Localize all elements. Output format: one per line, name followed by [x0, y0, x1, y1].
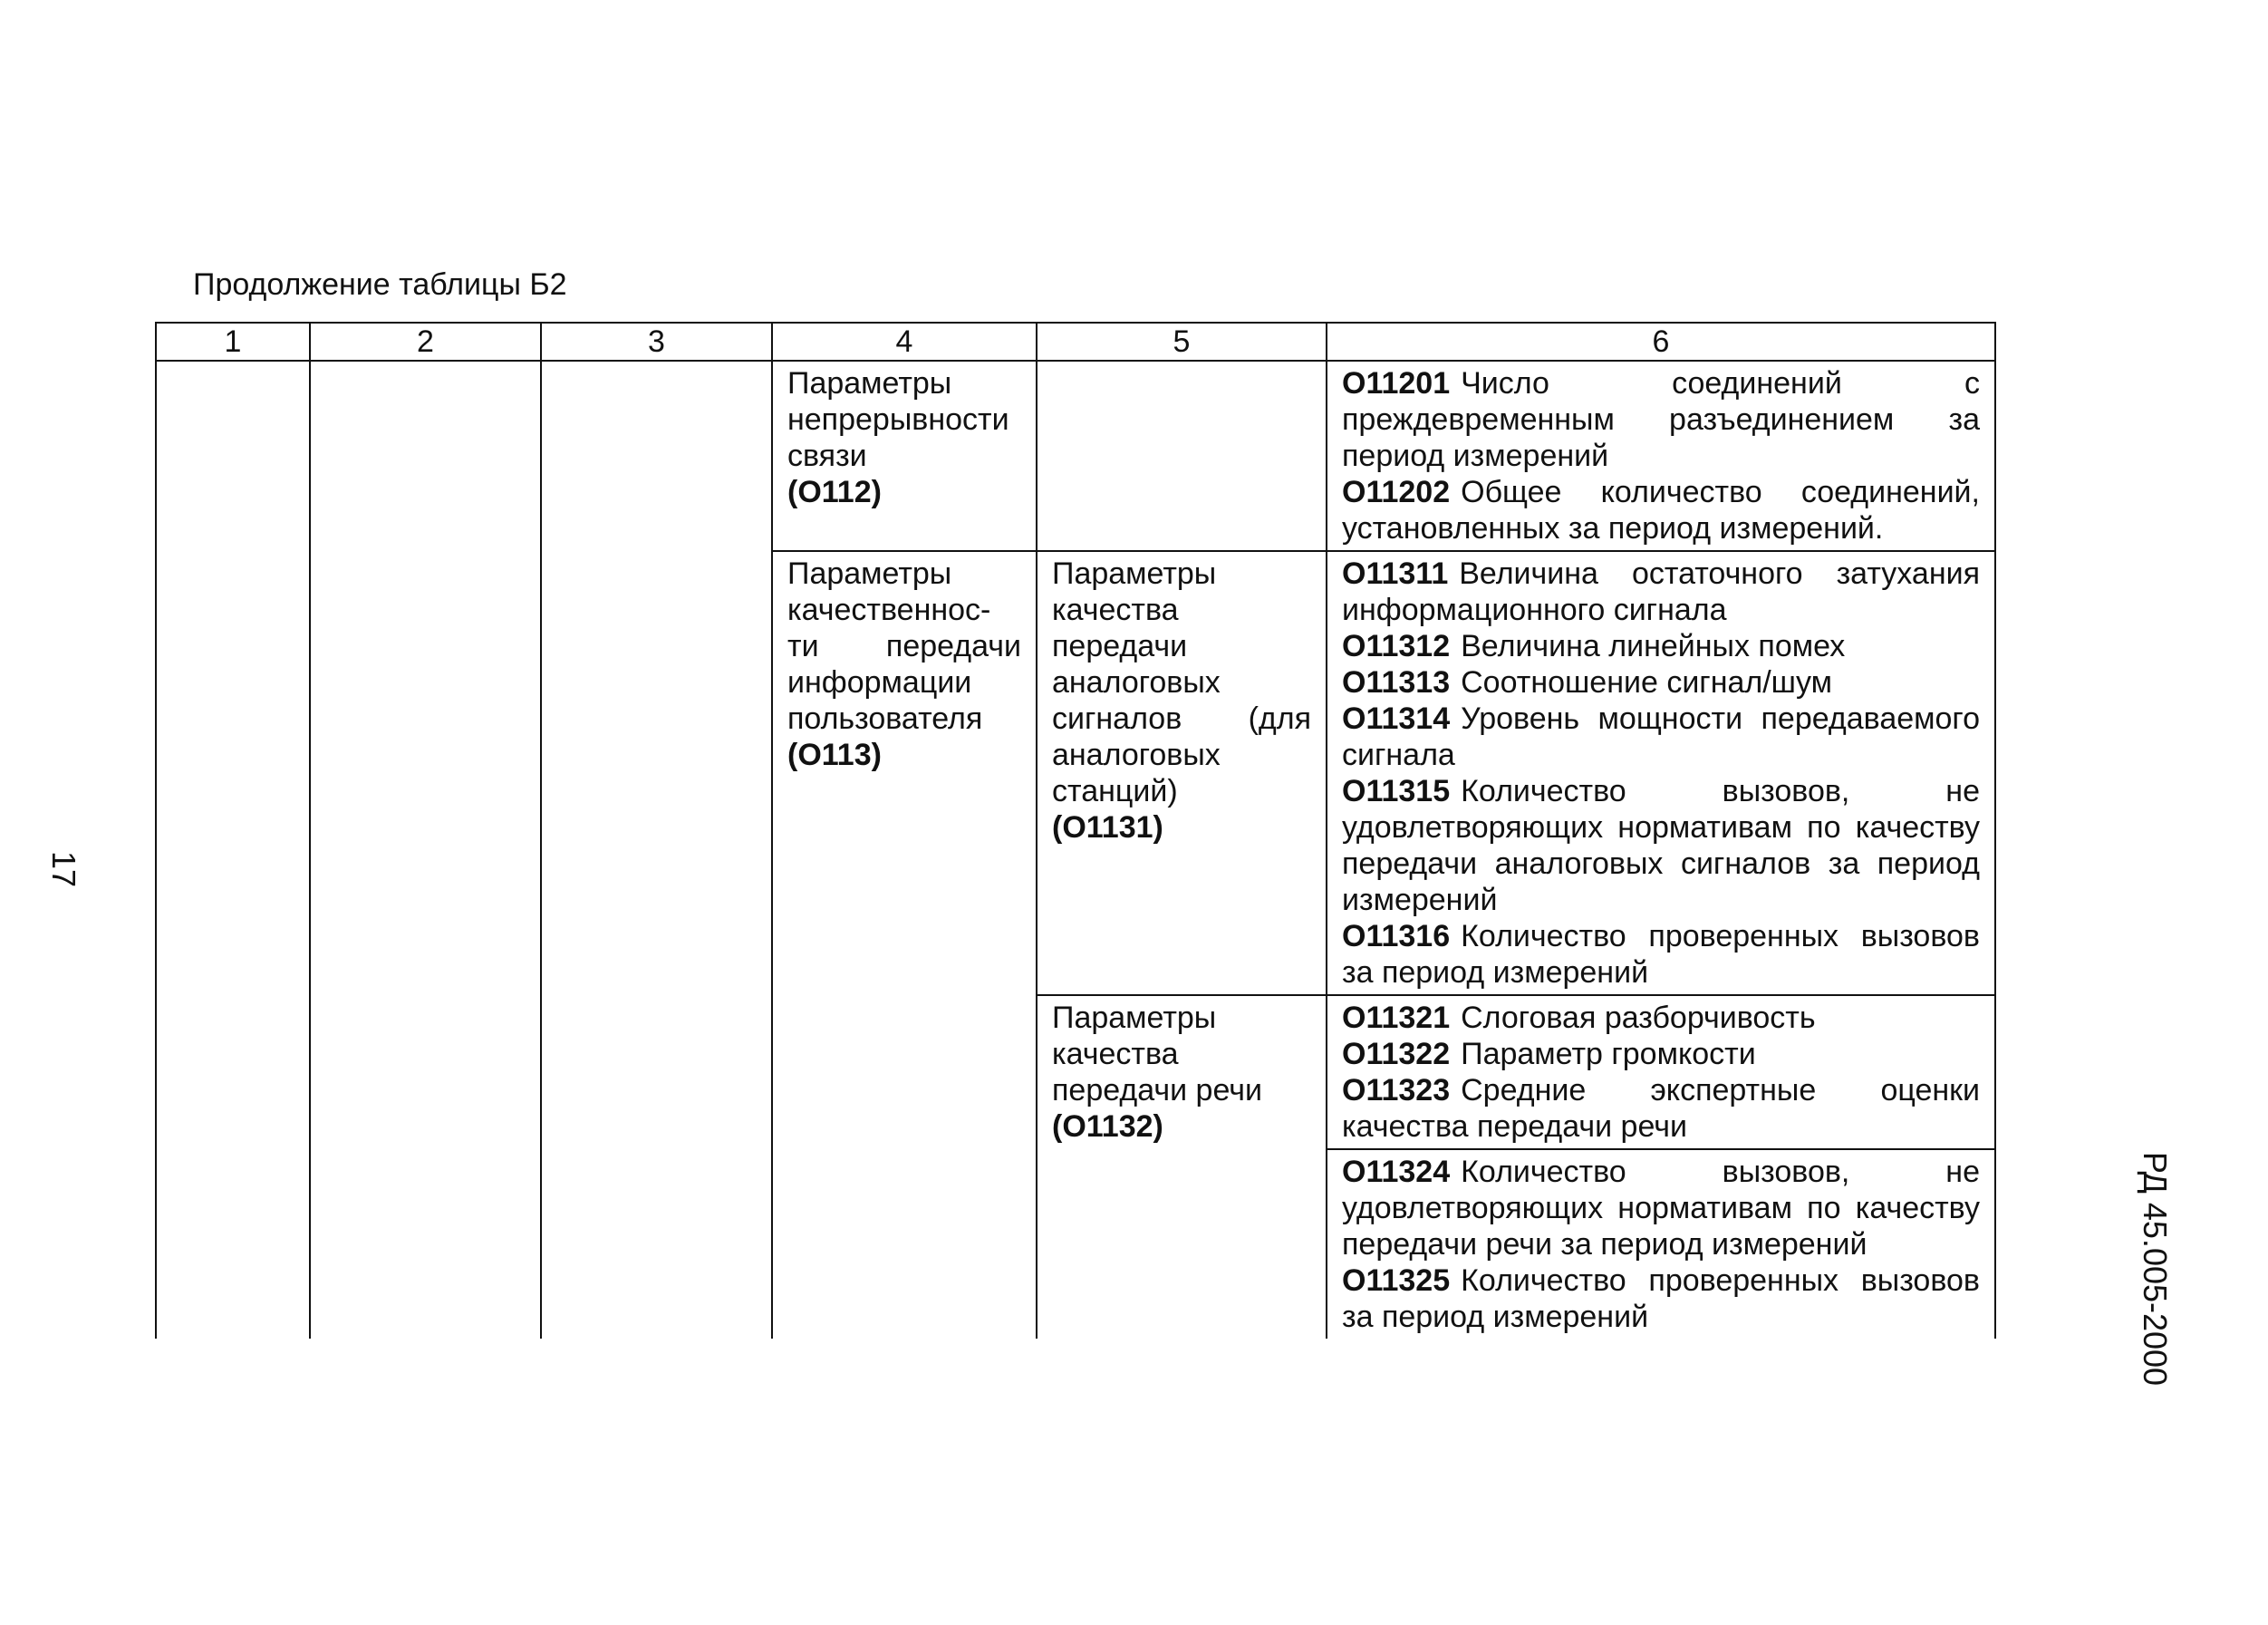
parameter-code: О11315: [1342, 774, 1451, 808]
parameter-text: Величина линейных помех: [1461, 629, 1846, 663]
table-row: [156, 361, 1995, 551]
parameter-code: О11324: [1342, 1155, 1451, 1189]
table-cell: [1327, 995, 1995, 1149]
subgroup-label: Параметры качества передачи аналоговых сигналов (для аналоговых станций): [1052, 556, 1311, 808]
parameter-code: О11202: [1342, 475, 1451, 509]
parameter-code: О11321: [1342, 1001, 1451, 1035]
parameter-code: О11316: [1342, 919, 1451, 953]
parameter-text: Общее количество соединений, установленных за период измерений.: [1342, 475, 1980, 546]
table-caption: Продолжение таблицы Б2: [193, 267, 567, 302]
group-label: Параметры непрерывности связи: [787, 366, 1009, 473]
parameters-table: [155, 322, 1996, 1339]
parameter-text: Величина остаточного затухания информационного сигнала: [1342, 556, 1980, 627]
parameter-entry: [1342, 773, 1980, 918]
group-code: (О112): [787, 475, 882, 509]
column-header: 5: [1037, 323, 1327, 361]
parameter-text: Количество проверенных вызовов за период измерений: [1342, 1263, 1980, 1334]
table-cell: [772, 361, 1037, 551]
parameter-text: Средние экспертные оценки качества передачи речи: [1342, 1073, 1980, 1144]
parameter-text: Уровень мощности передаваемого сигнала: [1342, 701, 1980, 772]
group-code: (О113): [787, 738, 882, 772]
parameter-code: О11322: [1342, 1037, 1451, 1071]
group-label: Параметры качественнос-ти передачи информации пользователя: [787, 556, 1021, 736]
parameter-text: Соотношение сигнал/шум: [1461, 665, 1832, 700]
parameter-entry: [1342, 918, 1980, 991]
table-cell: [156, 361, 310, 1339]
parameter-entry: [1342, 474, 1980, 547]
parameter-entry: [1342, 556, 1980, 628]
parameter-code: О11313: [1342, 665, 1451, 700]
parameter-entry: [1342, 1000, 1980, 1036]
parameter-text: Количество проверенных вызовов за период измерений: [1342, 919, 1980, 990]
parameter-entry: [1342, 1072, 1980, 1145]
column-header: 1: [156, 323, 310, 361]
page-number: 17: [45, 850, 82, 888]
parameter-text: Слоговая разборчивость: [1461, 1001, 1816, 1035]
table-cell: [1327, 361, 1995, 551]
parameter-entry: [1342, 1154, 1980, 1262]
column-header: 3: [541, 323, 772, 361]
parameter-code: О11314: [1342, 701, 1451, 736]
parameter-code: О11323: [1342, 1073, 1451, 1108]
table-cell: [772, 551, 1037, 1339]
parameter-code: О11201: [1342, 366, 1451, 401]
parameter-entry: [1342, 701, 1980, 773]
table-cell: [1037, 995, 1327, 1339]
parameter-entry: [1342, 365, 1980, 474]
document-code: РД 45.005-2000: [2137, 1151, 2174, 1387]
parameter-entry: [1342, 664, 1980, 701]
parameter-entry: [1342, 1262, 1980, 1335]
column-header: 6: [1327, 323, 1995, 361]
subgroup-code: (О1131): [1052, 810, 1163, 845]
parameter-code: О11325: [1342, 1263, 1451, 1298]
subgroup-code: (О1132): [1052, 1109, 1163, 1144]
parameter-code: О11312: [1342, 629, 1451, 663]
table-header-row: [156, 323, 1995, 361]
column-header: 2: [310, 323, 541, 361]
column-header: 4: [772, 323, 1037, 361]
table-cell: [541, 361, 772, 1339]
parameter-text: Число соединений с преждевременным разъединением за период измерений: [1342, 366, 1980, 473]
table-cell: [1327, 1149, 1995, 1339]
table-cell: [1327, 551, 1995, 995]
parameter-code: О11311: [1342, 556, 1449, 591]
parameter-text: Количество вызовов, не удовлетворяющих нормативам по качеству передачи аналоговых сигналов за период измерений: [1342, 774, 1980, 917]
table-cell: [310, 361, 541, 1339]
parameter-entry: [1342, 1036, 1980, 1072]
table-cell: [1037, 361, 1327, 551]
table-cell: [1037, 551, 1327, 995]
parameter-text: Количество вызовов, не удовлетворяющих нормативам по качеству передачи речи за период измерений: [1342, 1155, 1980, 1262]
parameter-entry: [1342, 628, 1980, 664]
parameter-text: Параметр громкости: [1461, 1037, 1756, 1071]
subgroup-label: Параметры качества передачи речи: [1052, 1001, 1262, 1108]
